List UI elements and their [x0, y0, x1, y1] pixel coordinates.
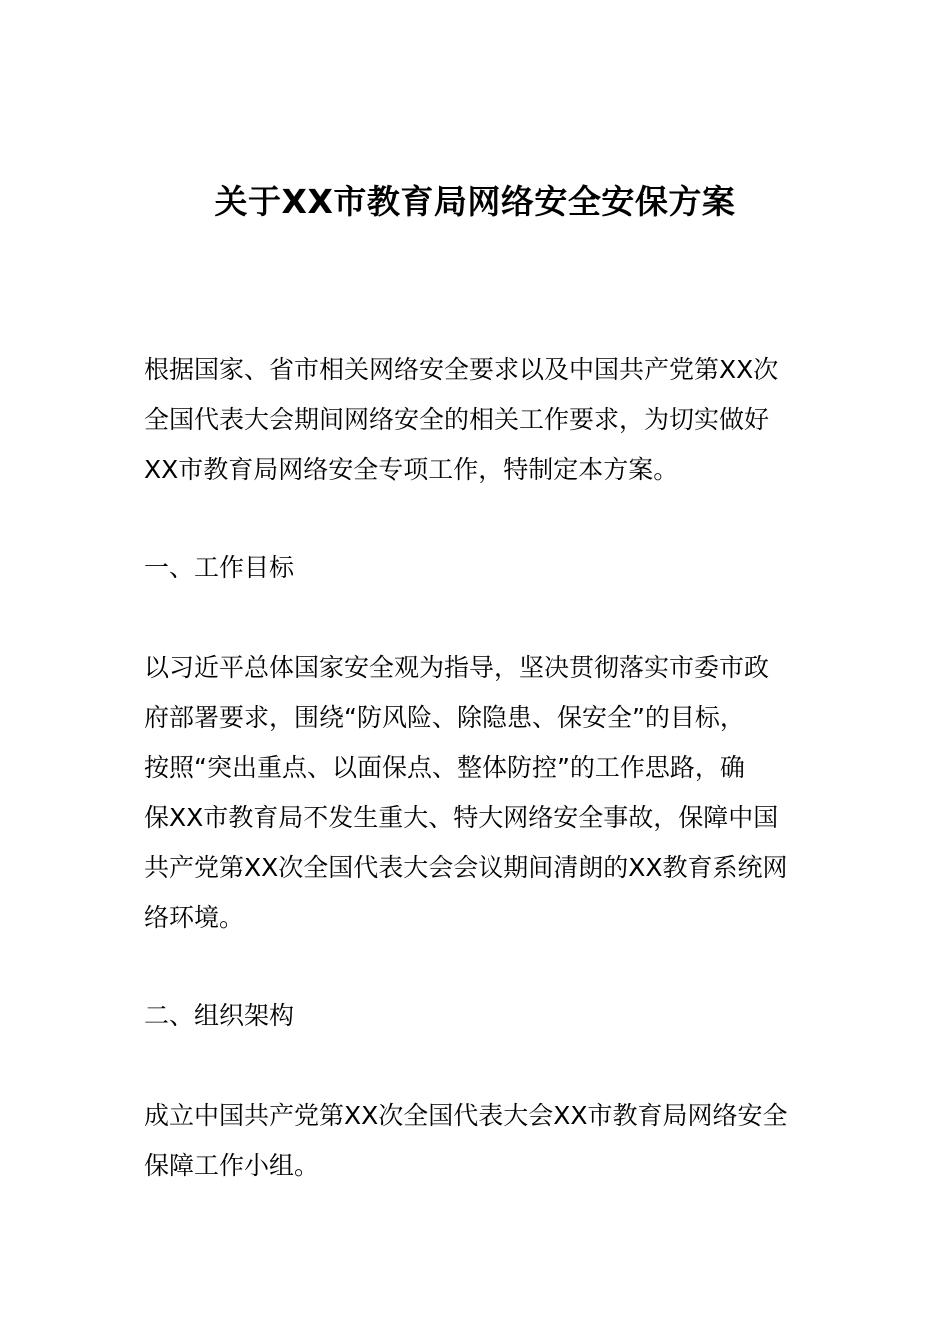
- intro-line: 根据国家、省市相关网络安全要求以及中国共产党第XX次: [144, 355, 779, 384]
- organization-line: 成立中国共产党第XX次全国代表大会XX市教育局网络安全: [144, 1101, 788, 1130]
- section-heading-organization: 二、组织架构: [144, 1001, 295, 1030]
- intro-paragraph: [144, 345, 810, 495]
- goals-line: 以习近平总体国家安全观为指导，坚决贯彻落实市委市政: [144, 653, 770, 682]
- goals-paragraph: [144, 643, 810, 943]
- goals-line: 按照“突出重点、以面保点、整体防控”的工作思路，确: [144, 753, 745, 782]
- goals-line: 共产党第XX次全国代表大会会议期间清朗的XX教育系统网: [144, 853, 788, 882]
- goals-line: 络环境。: [144, 903, 245, 932]
- organization-paragraph: [144, 1091, 810, 1191]
- section-heading-goals: 一、工作目标: [144, 553, 295, 582]
- intro-line: XX市教育局网络安全专项工作，特制定本方案。: [144, 455, 679, 484]
- goals-line: 保XX市教育局不发生重大、特大网络安全事故，保障中国: [144, 803, 779, 832]
- organization-line: 保障工作小组。: [144, 1151, 320, 1180]
- document-title: 关于XX市教育局网络安全安保方案: [214, 182, 736, 222]
- goals-line: 府部署要求，围绕“防风险、除隐患、保安全”的目标，: [144, 703, 745, 732]
- intro-line: 全国代表大会期间网络安全的相关工作要求，为切实做好: [144, 405, 770, 434]
